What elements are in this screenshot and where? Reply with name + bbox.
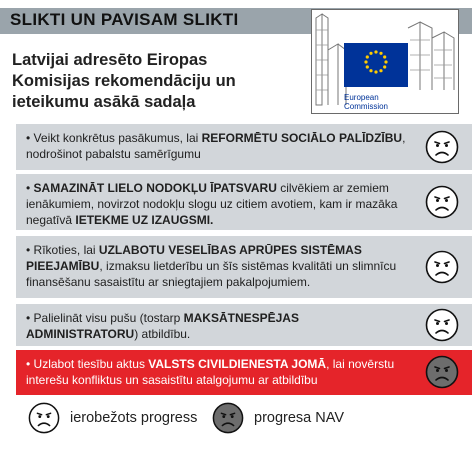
legend-limited-progress [28,402,197,434]
legend-label: progresa NAV [254,410,344,426]
page-subtitle [12,50,302,113]
legend-label: ierobežots progress [70,410,198,426]
recommendation-item-2: • SAMAZINĀT LIELO NODOKĻU ĪPATSVARU cilvēkiem ar zemiem ienākumiem, novirzot nodokļu slogu uz citiem avotiem, kam ir mazāka negatīvā IETEKME UZ IZAUGSMI. [16,174,472,230]
european-commission-logo [311,9,459,114]
dark-sad-face-icon [425,355,459,389]
subtitle-line-2: Komisijas rekomendāciju un [12,72,236,90]
legend-no-progress [212,402,344,434]
subtitle-line-1: Latvijai adresēto Eiropas [12,51,208,69]
recommendation-item-4: • Palielināt visu pušu (tostarp MAKSĀTNESPĒJAS ADMINISTRATORU) atbildību. [16,304,472,346]
dark-sad-face-icon [212,402,244,434]
sad-face-icon [425,185,459,219]
recommendation-item-1: • Veikt konkrētus pasākumus, lai REFORMĒTU SOCIĀLO PALĪDZĪBU, nodrošinot pabalstu samērīgumu [16,124,472,170]
eu-flag-icon [344,43,408,87]
sad-face-icon [425,130,459,164]
sad-face-icon [425,250,459,284]
sad-face-icon [28,402,60,434]
recommendation-item-5: • Uzlabot tiesību aktus VALSTS CIVILDIENESTA JOMĀ, lai novērstu interešu konfliktus un sasaistītu atalgojumu ar atbildību [16,350,472,395]
logo-text: European Commission [344,93,389,111]
sad-face-icon [425,308,459,342]
page-title: SLIKTI UN PAVISAM SLIKTI [10,10,239,29]
recommendation-item-3: • Rīkoties, lai UZLABOTU VESELĪBAS APRŪPES SISTĒMAS PIEEJAMĪBU, izmaksu lietderību un šīs sistēmas kvalitāti un slimnīcu finansēšanu sasaistītu ar sniegtajiem pakalpojumiem. [16,236,472,298]
subtitle-line-3: ieteikumu asākā sadaļa [12,93,196,111]
